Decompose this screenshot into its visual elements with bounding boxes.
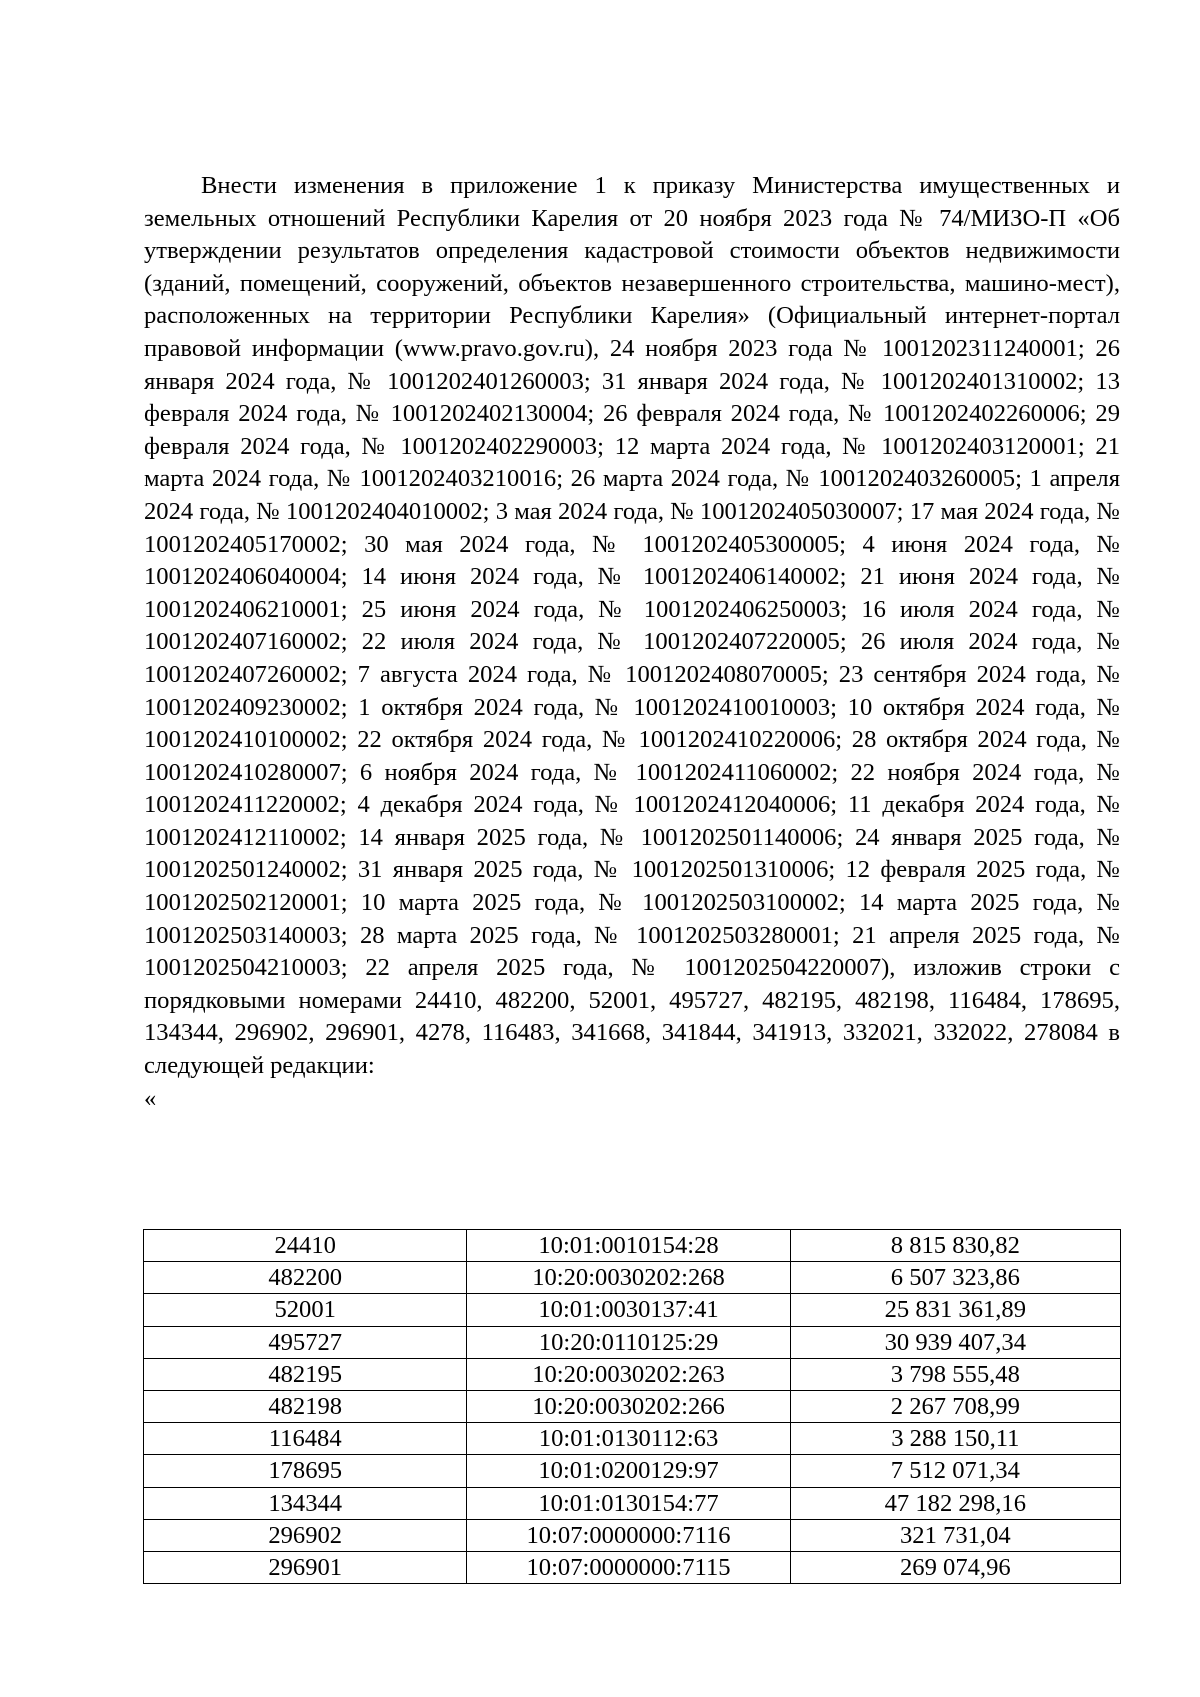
cadastral-value-cell: 8 815 830,82 [790, 1230, 1120, 1262]
cadastral-number-cell: 10:20:0030202:268 [467, 1262, 790, 1294]
table-row [144, 1230, 1121, 1262]
cadastral-number-cell: 10:20:0030202:263 [467, 1358, 790, 1390]
cadastral-value-cell: 47 182 298,16 [790, 1487, 1120, 1519]
document-body [144, 170, 1120, 1115]
cadastral-value-cell: 6 507 323,86 [790, 1262, 1120, 1294]
table-row [144, 1262, 1121, 1294]
opening-quote: « [144, 1084, 157, 1112]
cadastral-number-cell: 10:01:0130154:77 [467, 1487, 790, 1519]
cadastral-value-cell: 3 288 150,11 [790, 1423, 1120, 1455]
cadastral-value-cell: 269 074,96 [790, 1551, 1120, 1583]
table-row [144, 1455, 1121, 1487]
table-row [144, 1519, 1121, 1551]
row-number-cell: 482200 [144, 1262, 467, 1294]
cadastral-number-cell: 10:20:0030202:266 [467, 1390, 790, 1422]
cadastral-number-cell: 10:07:0000000:7115 [467, 1551, 790, 1583]
table-row [144, 1294, 1121, 1326]
row-number-cell: 134344 [144, 1487, 467, 1519]
row-number-cell: 296902 [144, 1519, 467, 1551]
table-row [144, 1423, 1121, 1455]
row-number-cell: 482195 [144, 1358, 467, 1390]
table-row [144, 1358, 1121, 1390]
row-number-cell: 178695 [144, 1455, 467, 1487]
row-number-cell: 24410 [144, 1230, 467, 1262]
cadastral-value-cell: 7 512 071,34 [790, 1455, 1120, 1487]
cadastral-number-cell: 10:01:0130112:63 [467, 1423, 790, 1455]
cadastral-value-cell: 25 831 361,89 [790, 1294, 1120, 1326]
cadastral-number-cell: 10:20:0110125:29 [467, 1326, 790, 1358]
table-body [144, 1230, 1121, 1584]
row-number-cell: 482198 [144, 1390, 467, 1422]
table-row [144, 1487, 1121, 1519]
cadastral-number-cell: 10:01:0200129:97 [467, 1455, 790, 1487]
table-row [144, 1551, 1121, 1583]
cadastral-value-cell: 321 731,04 [790, 1519, 1120, 1551]
cadastral-number-cell: 10:07:0000000:7116 [467, 1519, 790, 1551]
row-number-cell: 495727 [144, 1326, 467, 1358]
row-number-cell: 52001 [144, 1294, 467, 1326]
cadastral-value-cell: 2 267 708,99 [790, 1390, 1120, 1422]
cadastral-value-cell: 30 939 407,34 [790, 1326, 1120, 1358]
row-number-cell: 296901 [144, 1551, 467, 1583]
cadastral-number-cell: 10:01:0030137:41 [467, 1294, 790, 1326]
table-row [144, 1326, 1121, 1358]
row-number-cell: 116484 [144, 1423, 467, 1455]
amendment-paragraph: Внести изменения в приложение 1 к приказу Министерства имущественных и земельных отношений Республики Карелия от 20 ноября 2023 года № 74/МИЗО-П «Об утверждении результатов определения кадастровой стоимости объектов недвижимости (зданий, помещений, сооружений, объектов незавершенного строительства, машино-мест), расположенных на территории Республики Карелия» (Официальный интернет-портал правовой информации (www.pravo.gov.ru), 24 ноября 2023 года № 1001202311240001; 26 января 2024 года, № 1001202401260003; 31 января 2024 года, № 1001202401310002; 13 февраля 2024 года, № 1001202402130004; 26 февраля 2024 года, № 1001202402260006; 29 февраля 2024 года, № 1001202402290003; 12 марта 2024 года, № 1001202403120001; 21 марта 2024 года, № 1001202403210016; 26 марта 2024 года, № 1001202403260005; 1 апреля 2024 года, № 1001202404010002; 3 мая 2024 года, № 1001202405030007; 17 мая 2024 года, № 1001202405170002; 30 мая 2024 года, № 1001202405300005; 4 июня 2024 года, № 1001202406040004; 14 июня 2024 года, № 1001202406140002; 21 июня 2024 года, № 1001202406210001; 25 июня 2024 года, № 1001202406250003; 16 июля 2024 года, № 1001202407160002; 22 июля 2024 года, № 1001202407220005; 26 июля 2024 года, № 1001202407260002; 7 августа 2024 года, № 1001202408070005; 23 сентября 2024 года, № 1001202409230002; 1 октября 2024 года, № 1001202410010003; 10 октября 2024 года, № 1001202410100002; 22 октября 2024 года, № 1001202410220006; 28 октября 2024 года, № 1001202410280007; 6 ноября 2024 года, № 1001202411060002; 22 ноября 2024 года, № 1001202411220002; 4 декабря 2024 года, № 1001202412040006; 11 декабря 2024 года, № 1001202412110002; 14 января 2025 года, № 1001202501140006; 24 января 2025 года, № 1001202501240002; 31 января 2025 года, № 1001202501310006; 12 февраля 2025 года, № 1001202502120001; 10 марта 2025 года, № 1001202503100002; 14 марта 2025 года, № 1001202503140003; 28 марта 2025 года, № 1001202503280001; 21 апреля 2025 года, № 1001202504210003; 22 апреля 2025 года, № 1001202504220007), изложив строки с порядковыми номерами 24410, 482200, 52001, 495727, 482195, 482198, 116484, 178695, 134344, 296902, 296901, 4278, 116483, 341668, 341844, 341913, 332021, 332022, 278084 в следующей редакции: [144, 172, 1120, 1080]
cadastral-value-cell: 3 798 555,48 [790, 1358, 1120, 1390]
table-row [144, 1390, 1121, 1422]
cadastral-number-cell: 10:01:0010154:28 [467, 1230, 790, 1262]
cadastral-value-table [143, 1229, 1121, 1584]
